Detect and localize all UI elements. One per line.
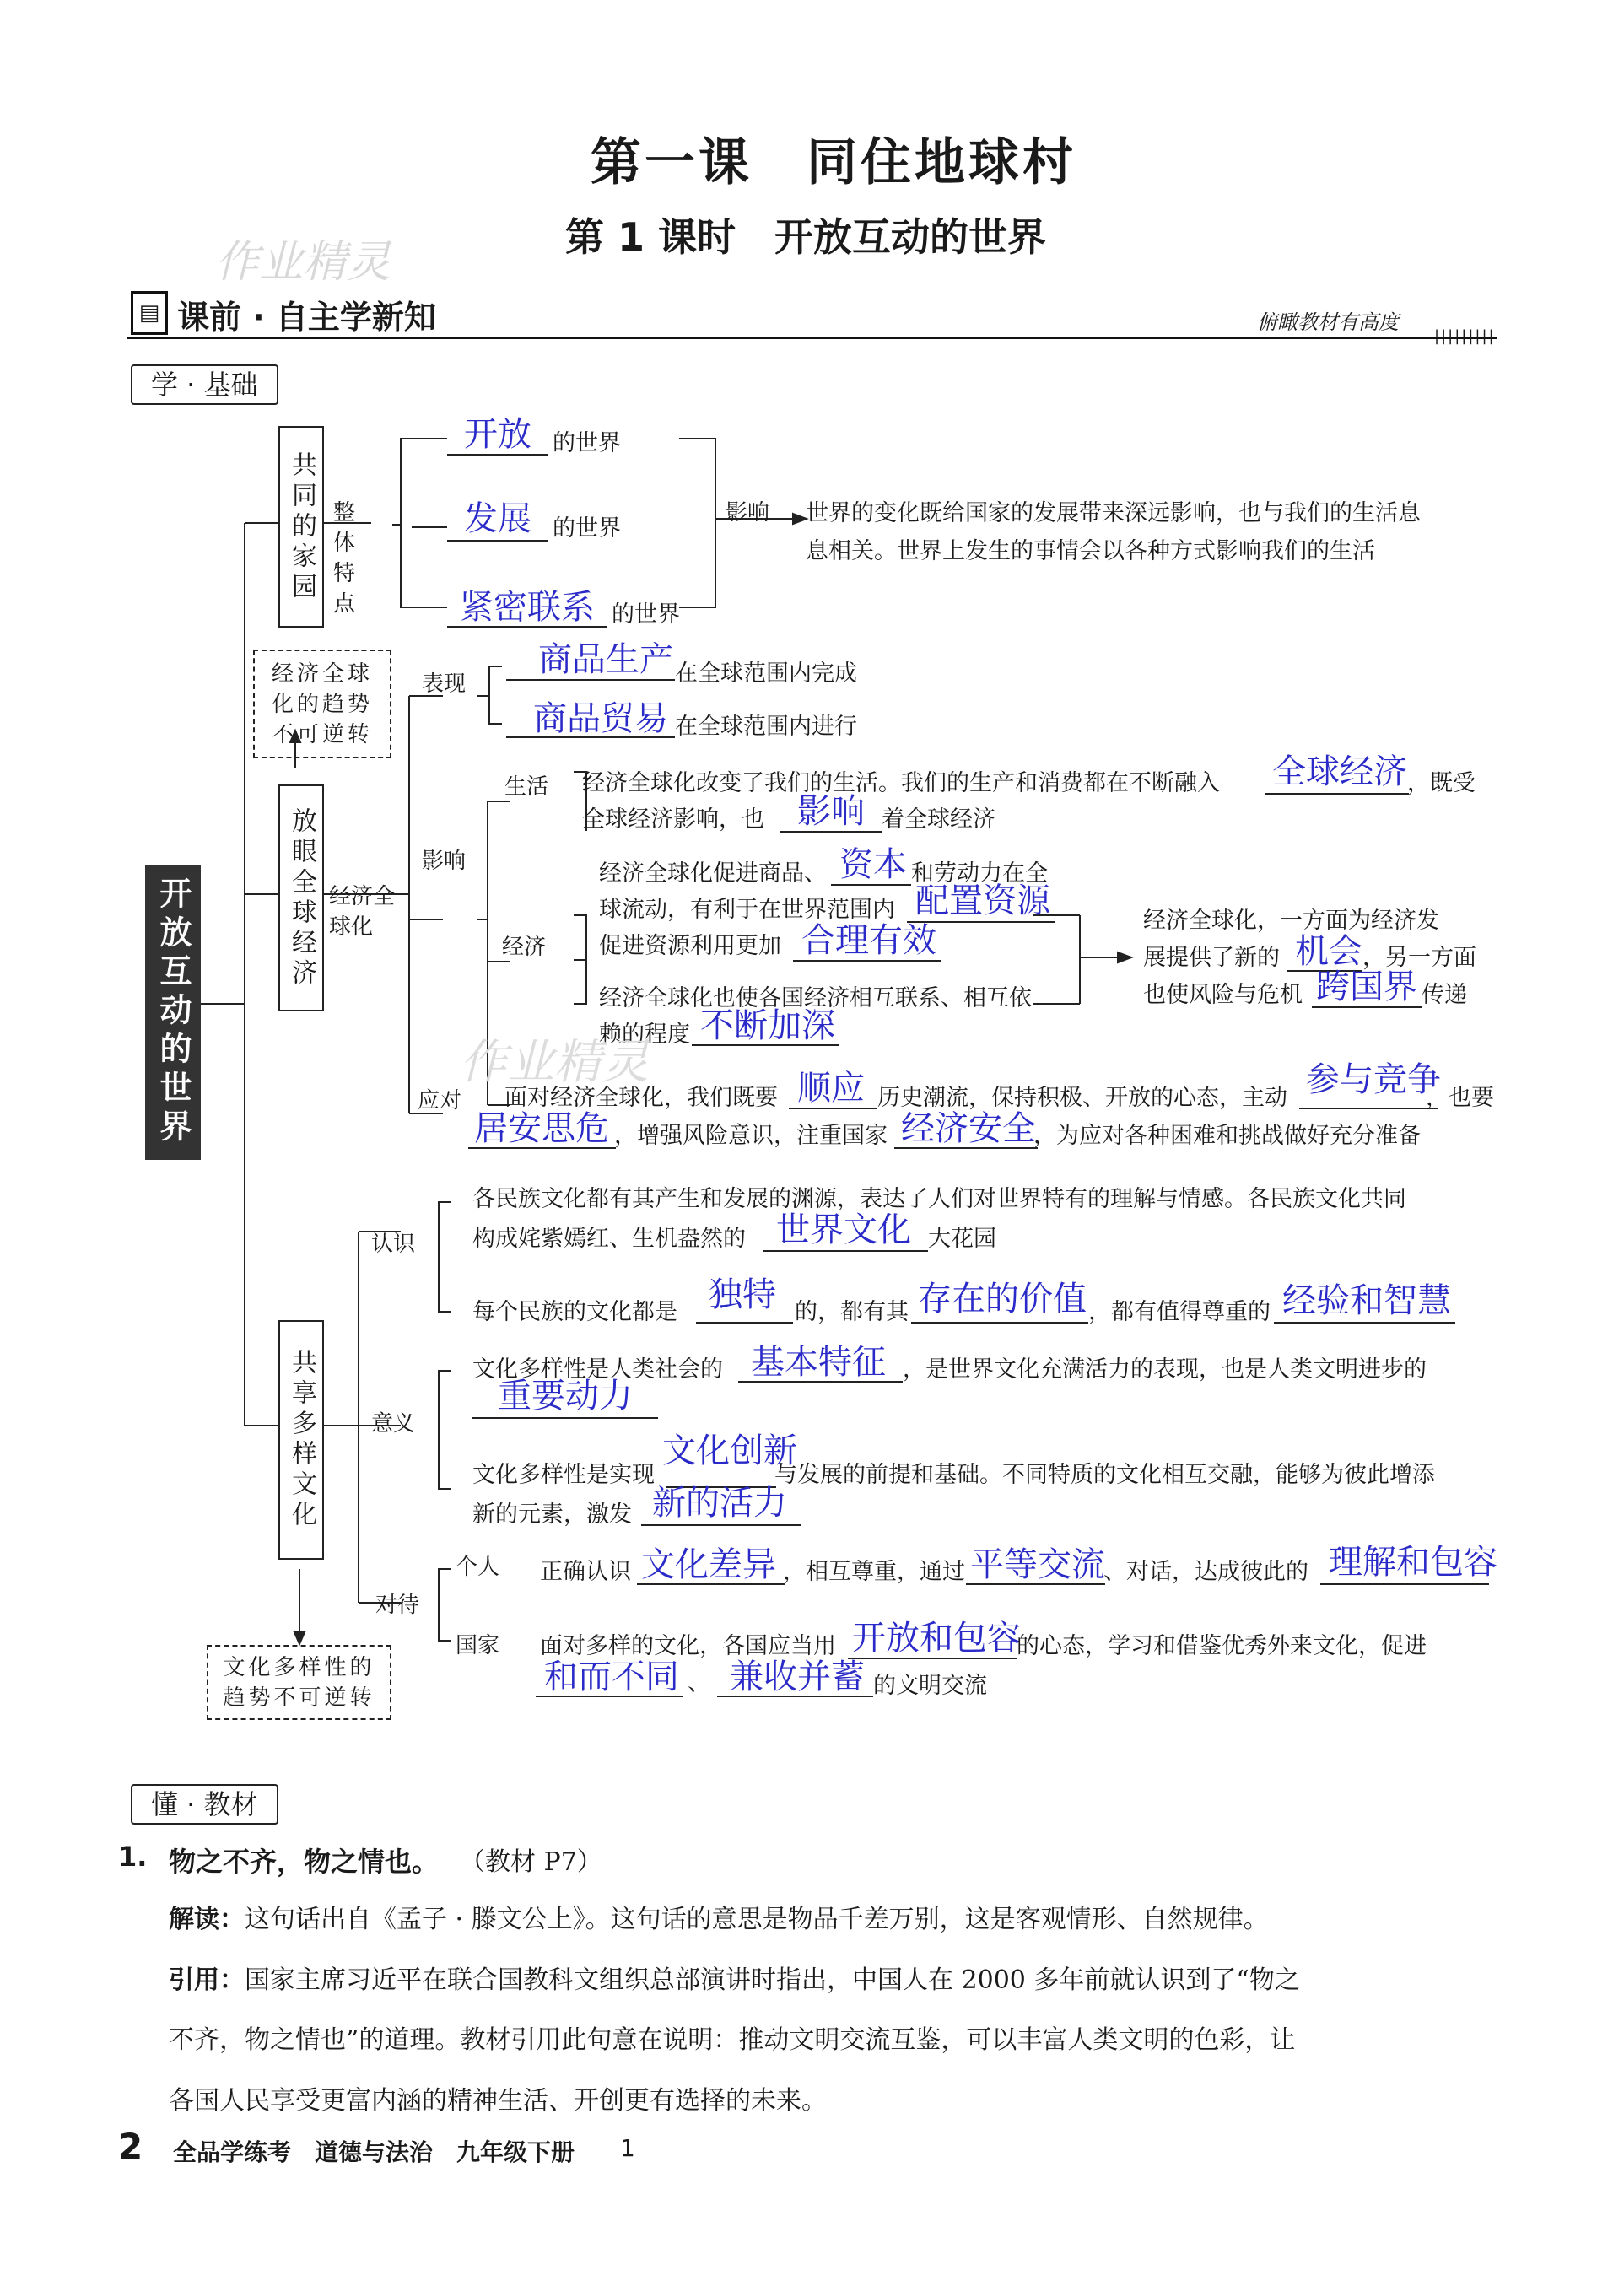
answer-rational: 合理有效 [801,921,936,960]
answer-harmony: 和而不同 [544,1658,679,1696]
world-suffix-1: 的世界 [553,430,621,456]
blank-compete [1299,1108,1438,1109]
answer-open-inclusive: 开放和包容 [852,1619,1021,1658]
item-ref: （教材 P7） [460,1847,602,1877]
yinyong-text-3: 各国人民享受更富内涵的精神生活、开创更有选择的未来。 [169,2086,827,2116]
answer-innovation: 文化创新 [662,1431,797,1470]
answer-world-culture: 世界文化 [776,1210,911,1249]
know-text-3b: 的，都有其 [795,1299,909,1325]
cope-text-1a: 面对经济全球化，我们既要 [504,1085,778,1111]
label-influence: 影响 [726,500,770,526]
answer-value: 存在的价值 [918,1280,1087,1318]
label-renshi: 认识 [371,1232,416,1257]
know-text-2a: 构成姹紫嫣红、生机盎然的 [472,1226,746,1252]
world-suffix-2: 的世界 [553,515,621,542]
blank-diff [637,1583,785,1585]
sig-text-2a: 文化多样性是实现 [472,1462,655,1488]
blank-open-inclusive [848,1658,1017,1659]
blank-goods-trade [506,736,675,738]
tag-xue-jichu: 学 · 基础 [131,364,278,405]
cope-text-2a: ，增强风险意识，注重国家 [614,1123,888,1149]
blank-wisdom [1274,1322,1455,1324]
section-icon: ▤ [131,291,168,335]
answer-allocate: 配置资源 [915,882,1050,920]
person-text-a: 正确认识 [540,1559,631,1585]
answer-goods-production: 商品生产 [538,640,673,679]
know-text-3c: ，都有值得尊重的 [1088,1299,1271,1325]
sig-text-3a: 新的元素，激发 [472,1502,632,1528]
yinyong-text-1: 国家主席习近平在联合国教科文组织总部演讲时指出，中国人在 2000 多年前就认识到了“物之 [245,1965,1300,1995]
know-text-2b: 大花园 [928,1226,996,1252]
blank-capital [831,884,911,886]
life-text-2a: 全球经济影响，也 [582,806,764,833]
sig-text-1b: ，是世界文化充满活力的表现，也是人类文明进步的 [903,1356,1427,1383]
blank-follow [789,1108,877,1109]
world-suffix-3: 的世界 [612,601,680,628]
answer-close-tie: 紧密联系 [460,588,595,627]
label-duidai: 对待 [375,1593,420,1618]
root-label: 开放互动的世界 [145,865,201,1160]
impact-text-2: 息相关。世界上发生的事情会以各种方式影响我们的生活 [806,538,1375,564]
answer-diff: 文化差异 [641,1545,776,1584]
result-text-1: 经济全球化，一方面为经济发 [1143,908,1439,934]
nation-text-a: 面对多样的文化，各国应当用 [540,1633,836,1659]
box-culture: 共享多样文化 [278,1320,324,1560]
blank-absorb [717,1696,873,1697]
answer-equal: 平等交流 [970,1545,1105,1584]
jiedu-label: 解读： [169,1905,245,1934]
cope-text-1b: 历史潮流，保持积极、开放的心态，主动 [877,1085,1287,1111]
answer-absorb: 兼收并蓄 [730,1658,865,1696]
know-text-1: 各民族文化都有其产生和发展的渊源，表达了人们对世界特有的理解与情感。各民族文化共同 [472,1186,1406,1212]
label-econ-glob: 经济全球化 [329,884,396,940]
answer-goods-trade: 商品贸易 [533,699,668,738]
page-number: 2 [118,2126,143,2167]
blank-world-culture [763,1250,928,1252]
result-text-2a: 展提供了新的 [1143,945,1280,971]
blank-rational [793,960,941,962]
blank-close-tie [447,626,607,628]
answer-influence: 影响 [797,792,865,831]
life-text-1: 经济全球化改变了我们的生活。我们的生产和消费都在不断融入 [582,770,1220,796]
footer-num: 1 [620,2134,635,2162]
label-biaoxian: 表现 [422,671,467,697]
culture-trend-box: 文化多样性的趋势不可逆转 [207,1645,391,1720]
item-number: 1. [118,1841,148,1873]
blank-equal [966,1583,1105,1585]
impact-text-1: 世界的变化既给国家的发展带来深远影响，也与我们的生活息 [806,500,1421,526]
answer-capital: 资本 [839,845,907,884]
answer-global-econ: 全球经济 [1272,752,1407,791]
blank-unique [696,1322,793,1324]
watermark-mid: 作业精灵 [460,1035,649,1090]
nation-sep: 、 [688,1670,710,1696]
item-title: 物之不齐，物之情也。 [169,1846,440,1878]
label-geren: 个人 [456,1555,500,1580]
blank-vitality [641,1524,801,1526]
sig-text-2b: 与发展的前提和基础。不同特质的文化相互交融，能够为彼此增添 [774,1462,1435,1488]
trade-text: 在全球范围内进行 [675,714,857,740]
answer-cross-border: 跨国界 [1316,968,1417,1006]
life-text-2b: 着全球经济 [882,806,995,833]
econ-text-2a: 球流动，有利于在世界范围内 [599,897,895,923]
answer-security: 经济安全 [901,1109,1036,1148]
blank-global-econ [1265,793,1409,795]
nation-text-c: 的文明交流 [873,1673,987,1699]
nation-text-b: 的心态，学习和借鉴优秀外来文化，促进 [1017,1633,1427,1659]
label-jingji: 经济 [502,935,547,960]
yinyong-text-2: 不齐，物之情也”的道理。教材引用此句意在说明：推动文明交流互鉴，可以丰富人类文明的色彩，让 [169,2025,1296,2055]
section-note: 俯瞰教材有高度 [1257,310,1399,334]
cope-text-2b: ，为应对各种困难和挑战做好充分准备 [1033,1123,1421,1149]
label-guojia: 国家 [456,1633,500,1658]
person-text-c: 、对话，达成彼此的 [1103,1559,1308,1585]
goods-text: 在全球范围内完成 [675,660,857,687]
result-text-2b: ，另一方面 [1362,945,1476,971]
answer-deepen: 不断加深 [700,1006,835,1045]
blank-deepen [692,1044,839,1046]
label-whole-feature: 整体特点 [333,500,356,617]
box-econ: 放眼全球经济 [278,784,324,1011]
blank-security [894,1147,1038,1149]
result-text-3a: 也使风险与危机 [1143,982,1303,1008]
blank-harmony [536,1696,683,1697]
answer-understand: 理解和包容 [1329,1543,1497,1582]
blank-power [472,1417,658,1419]
blank-value [911,1322,1088,1324]
blank-cross-border [1312,1006,1422,1008]
cope-text-1c: ，也要 [1426,1085,1494,1111]
answer-vitality: 新的活力 [652,1484,787,1523]
section-title: 课前 · 自主学新知 [177,299,436,336]
answer-alert: 居安思危 [474,1109,609,1148]
answer-power: 重要动力 [498,1377,633,1415]
life-text-1b: ，既受 [1407,770,1476,796]
econ-text-4: 经济全球化也使各国经济相互联系、相互依 [599,985,1032,1011]
econ-text-1b: 和劳动力在全 [911,860,1048,887]
econ-text-5a: 赖的程度 [599,1022,690,1048]
section-ticks: ||||||||| [1434,327,1496,345]
tag-dong-jiaocai: 懂 · 教材 [131,1784,278,1825]
blank-feature [738,1381,903,1383]
person-text-b: ，相互尊重，通过 [783,1559,965,1585]
answer-feature: 基本特征 [751,1343,886,1382]
answer-develop: 发展 [464,499,531,538]
econ-text-3a: 促进资源利用更加 [599,933,781,959]
answer-open: 开放 [464,415,531,454]
answer-wisdom: 经验和智慧 [1282,1281,1451,1320]
blank-influence [780,831,882,833]
blank-understand [1320,1583,1489,1585]
answer-follow: 顺应 [797,1069,865,1108]
label-yiyi: 意义 [371,1411,416,1437]
blank-develop [447,540,548,542]
label-shenghuo: 生活 [504,774,549,800]
blank-open [447,454,548,456]
sig-text-1a: 文化多样性是人类社会的 [472,1356,723,1383]
box-home: 共同的家园 [278,426,324,628]
answer-chance: 机会 [1295,932,1362,971]
answer-unique: 独特 [709,1275,776,1314]
know-text-3a: 每个民族的文化都是 [472,1299,677,1325]
blank-goods-production [506,679,675,681]
label-yingxiang: 影响 [422,849,467,874]
lesson-title: 第一课 同住地球村 [591,133,1076,192]
yinyong-label: 引用： [169,1965,245,1995]
answer-compete: 参与竞争 [1306,1060,1441,1099]
jiedu-text: 这句话出自《孟子 · 滕文公上》。这句话的意思是物品千差万别，这是客观情形、自然规律。 [245,1905,1269,1934]
watermark-top: 作业精灵 [215,237,391,288]
result-text-3b: 传递 [1422,982,1467,1008]
footer-book: 全品学练考 道德与法治 九年级下册 [173,2138,575,2166]
econ-text-1a: 经济全球化促进商品、 [599,860,827,887]
lesson-subtitle: 第 1 课时 开放互动的世界 [565,214,1047,260]
blank-alert [468,1147,616,1149]
label-yingdui: 应对 [418,1088,462,1113]
econ-trend-box: 经济全球化的趋势不可逆转 [253,650,391,758]
